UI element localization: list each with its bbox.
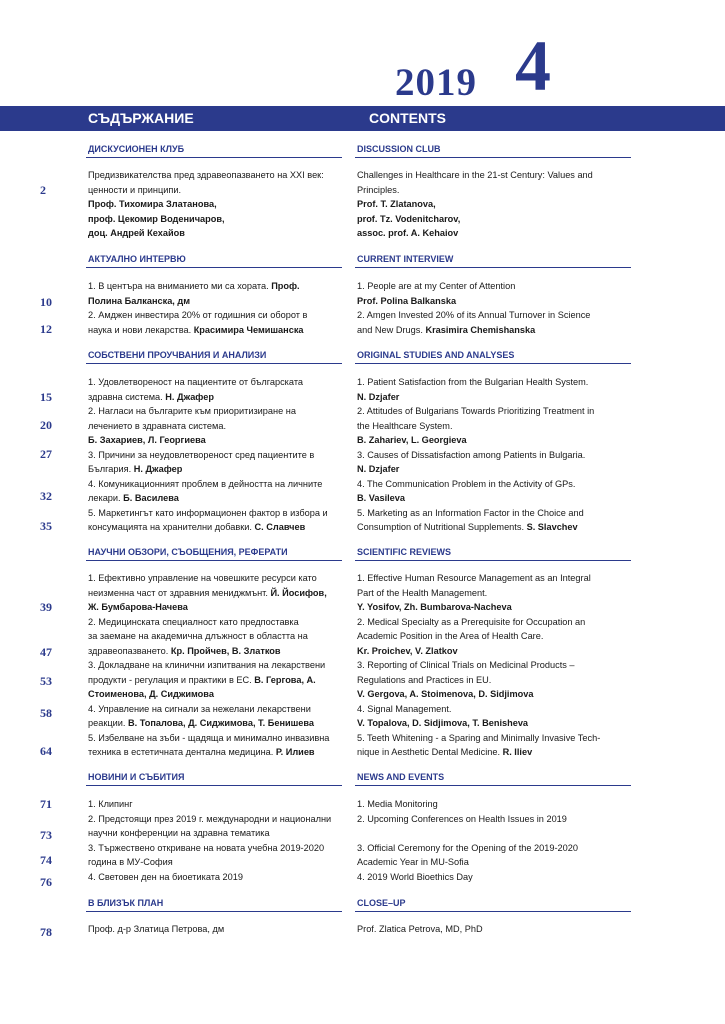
entries-bg	[88, 168, 348, 241]
entries-bg	[88, 571, 348, 760]
toc-line	[357, 812, 637, 827]
section-heading-bg: АКТУАЛНО ИНТЕРВЮ	[88, 254, 186, 264]
page-number: 53	[40, 674, 52, 688]
entry-text: and New Drugs.	[357, 324, 426, 335]
section-rule-en	[355, 157, 631, 158]
toc-line	[357, 212, 637, 227]
author-name: assoc. prof. A. Kehaiov	[357, 228, 459, 238]
issue-year: 2019	[395, 61, 477, 104]
entry-text: 5. Избелване на зъби - щадяща и минимално инвазивна	[88, 732, 330, 743]
entry-text: 2. Амджен инвестира 20% от годишния си оборот в	[88, 310, 308, 320]
toc-line	[357, 841, 637, 856]
toc-line	[357, 615, 637, 630]
toc-line	[357, 586, 637, 601]
entries-bg	[88, 922, 348, 937]
contents-header-bar	[0, 106, 725, 131]
issue-number: 4	[515, 26, 551, 106]
entry-text: 1. Effective Human Resource Management as an Integral	[357, 573, 591, 583]
toc-line	[88, 462, 348, 477]
section-heading-bg: СОБСТВЕНИ ПРОУЧВАНИЯ И АНАЛИЗИ	[88, 350, 267, 360]
author-name: B. Vasileva	[357, 493, 406, 503]
page-number: 74	[40, 853, 52, 867]
section-rule-bg	[86, 267, 342, 268]
toc-line	[88, 212, 348, 227]
entry-text: неизменна част от здравния мениджмънт.	[88, 587, 271, 598]
entry-text: година в МУ-София	[88, 857, 173, 867]
toc-line	[357, 323, 637, 338]
entry-text: техника в естетичната дентална медицина.	[88, 747, 276, 757]
author-name: Krasimira Chemishanska	[425, 324, 536, 335]
section-heading-bg: НАУЧНИ ОБЗОРИ, СЪОБЩЕНИЯ, РЕФЕРАТИ	[88, 547, 288, 557]
toc-line	[357, 375, 637, 390]
entry-text: 1. В центъра на вниманието ми са хората.	[88, 281, 272, 291]
author-name: V. Gergova, A. Stoimenova, D. Sidjimova	[357, 689, 534, 699]
page-number: 76	[40, 875, 52, 889]
section-heading-en: SCIENTIFIC REVIEWS	[357, 547, 452, 557]
entries-en	[357, 922, 637, 937]
toc-line	[357, 520, 637, 535]
author-name: В. Гергова, А.	[254, 674, 316, 685]
toc-line	[357, 855, 637, 870]
toc-line	[88, 168, 348, 183]
page-number: 39	[40, 600, 52, 614]
author-name: S. Slavchev	[526, 522, 578, 532]
toc-line	[88, 197, 348, 212]
toc-line	[357, 183, 637, 198]
page-number: 12	[40, 322, 52, 336]
toc-line	[88, 404, 348, 419]
author-name: Б. Василева	[123, 493, 179, 503]
section-rule-en	[355, 560, 631, 561]
toc-line	[88, 375, 348, 390]
page-number: 58	[40, 706, 52, 720]
toc-line	[357, 419, 637, 434]
toc-line	[88, 279, 348, 294]
toc-line	[357, 629, 637, 644]
entries-en	[357, 571, 637, 760]
toc-line	[88, 294, 348, 309]
page-number: 15	[40, 390, 52, 404]
entry-text: ценности и принципи.	[88, 184, 182, 195]
entry-text: 3. Причини за неудовлетвореност сред пациентите в	[88, 449, 315, 460]
entry-text: консумацията на хранителни добавки.	[88, 522, 255, 532]
entry-text: Academic Position in the Area of Health Care.	[357, 631, 544, 641]
toc-line	[88, 477, 348, 492]
entry-text: 2. Нагласи на българите към приоритизиране на	[88, 406, 296, 416]
section-rule-en	[355, 911, 631, 912]
entry-text: 3. Official Ceremony for the Opening of the 2019-2020	[357, 842, 578, 853]
toc-line	[88, 687, 348, 702]
toc-line	[88, 812, 348, 827]
author-name: Стоименова, Д. Сиджимова	[88, 689, 214, 699]
section-heading-en: NEWS AND EVENTS	[357, 772, 445, 782]
toc-line	[357, 826, 637, 841]
toc-line	[357, 716, 637, 731]
author-name: Й. Йосифов,	[270, 587, 327, 598]
entry-text: Regulations and Practices in EU.	[357, 674, 492, 685]
author-name: N. Dzjafer	[357, 464, 400, 474]
entry-text: 1. Клипинг	[88, 799, 133, 809]
toc-line	[357, 571, 637, 586]
toc-line	[88, 491, 348, 506]
section-rule-bg	[86, 363, 342, 364]
toc-line	[357, 462, 637, 477]
author-name: Prof. T. Zlatanova,	[357, 199, 436, 209]
section-heading-en: DISCUSSION CLUB	[357, 144, 441, 154]
entry-text: здравна система.	[88, 391, 166, 402]
section-rule-bg	[86, 157, 342, 158]
toc-line	[357, 797, 637, 812]
toc-line	[88, 448, 348, 463]
page-number: 64	[40, 744, 52, 758]
toc-line	[357, 745, 637, 760]
toc-line	[357, 404, 637, 419]
section-heading-bg: НОВИНИ И СЪБИТИЯ	[88, 772, 185, 782]
toc-line	[88, 433, 348, 448]
entry-text: Consumption of Nutritional Supplements.	[357, 522, 527, 532]
toc-line	[357, 600, 637, 615]
author-name: Ж. Бумбарова-Начева	[88, 602, 188, 612]
entry-text: 5. Marketing as an Information Factor in the Choice and	[357, 507, 584, 518]
entry-text: Challenges in Healthcare in the 21-st Century: Values and	[357, 170, 593, 180]
section-heading-en: ORIGINAL STUDIES AND ANALYSES	[357, 350, 515, 360]
entry-text: здравеопазването.	[88, 645, 171, 656]
section-rule-bg	[86, 560, 342, 561]
toc-line	[88, 308, 348, 323]
toc-line	[88, 745, 348, 760]
section-heading-en: CURRENT INTERVIEW	[357, 254, 454, 264]
toc-line	[357, 658, 637, 673]
toc-line	[88, 571, 348, 586]
author-name: N. Dzjafer	[357, 391, 400, 402]
entry-text: 2. Attitudes of Bulgarians Towards Prioritizing Treatment in	[357, 406, 595, 416]
toc-line	[88, 826, 348, 841]
entry-text: 1. People are at my Center of Attention	[357, 281, 516, 291]
author-name: доц. Андрей Кехайов	[88, 228, 185, 238]
toc-line	[357, 433, 637, 448]
entry-text: 2. Amgen Invested 20% of its Annual Turnover in Science	[357, 310, 591, 320]
section-heading-bg: ДИСКУСИОНЕН КЛУБ	[88, 144, 185, 154]
entry-text: 1. Media Monitoring	[357, 799, 438, 809]
toc-line	[88, 716, 348, 731]
toc-line	[88, 506, 348, 521]
toc-line	[357, 390, 637, 405]
page-number: 35	[40, 519, 52, 533]
page-number: 10	[40, 295, 52, 309]
author-name: R. Iliev	[502, 747, 533, 757]
page-number: 78	[40, 925, 52, 939]
toc-line	[88, 658, 348, 673]
entry-text: 2. Предстоящи през 2019 г. международни и национални	[88, 813, 332, 824]
entry-text: the Healthcare System.	[357, 420, 453, 431]
entries-en	[357, 797, 637, 884]
entries-bg	[88, 797, 348, 884]
author-name: Проф. Тихомира Златанова,	[88, 199, 217, 209]
author-name: Б. Захариев, Л. Георгиева	[88, 435, 206, 445]
entry-text: наука и нови лекарства.	[88, 324, 194, 335]
author-name: Prof. Polina Balkanska	[357, 295, 457, 306]
section-rule-en	[355, 785, 631, 786]
entry-text: 4. Комуникационният проблем в дейността на личните	[88, 478, 323, 489]
author-name: Н. Джафер	[133, 464, 183, 474]
toc-line	[357, 279, 637, 294]
section-heading-bg: В БЛИЗЪК ПЛАН	[88, 898, 164, 908]
toc-line	[357, 922, 637, 937]
toc-line	[88, 922, 348, 937]
entry-text: научни конференции на здравна тематика	[88, 828, 270, 838]
section-rule-bg	[86, 785, 342, 786]
entry-text: 5. Teeth Whitening - a Sparing and Minimally Invasive Tech-	[357, 732, 601, 743]
toc-line	[357, 506, 637, 521]
entry-text: 3. Causes of Dissatisfaction among Patients in Bulgaria.	[357, 449, 586, 460]
entry-text: Предизвикателства пред здравеопазването на XXI век:	[88, 170, 324, 180]
toc-line	[88, 600, 348, 615]
toc-line	[357, 226, 637, 241]
toc-line	[88, 419, 348, 434]
entry-text: за заемане на академична длъжност в областта на	[88, 631, 308, 641]
entries-en	[357, 375, 637, 535]
toc-line	[88, 870, 348, 885]
entry-text: 4. Signal Management.	[357, 703, 452, 714]
toc-line	[88, 855, 348, 870]
author-name: проф. Цекомир Воденичаров,	[88, 213, 225, 224]
toc-line	[88, 702, 348, 717]
toc-line	[357, 644, 637, 659]
entries-en	[357, 279, 637, 337]
page-number: 73	[40, 828, 52, 842]
entry-text: 3. Докладване на клинични изпитвания на лекарствени	[88, 660, 326, 670]
toc-line	[357, 308, 637, 323]
toc-line	[357, 673, 637, 688]
author-name: prof. Tz. Vodenitcharov,	[357, 213, 461, 224]
entry-text: 2. Медицинската специалност като предпоставка	[88, 616, 299, 627]
toc-line	[357, 870, 637, 885]
toc-line	[357, 168, 637, 183]
author-name: Проф.	[271, 281, 300, 291]
entry-text: nique in Aesthetic Dental Medicine.	[357, 747, 503, 757]
toc-line	[357, 477, 637, 492]
entry-text: реакции.	[88, 718, 128, 728]
entries-en	[357, 168, 637, 241]
section-rule-en	[355, 363, 631, 364]
toc-line	[88, 629, 348, 644]
entry-text: лечението в здравната система.	[88, 420, 227, 431]
entry-text: лекари.	[88, 493, 124, 503]
author-name: В. Топалова, Д. Сиджимова, Т. Бенишева	[127, 718, 315, 728]
toc-line	[357, 491, 637, 506]
entry-text: 3. Тържествено откриване на новата учебна 2019-2020	[88, 842, 325, 853]
toc-line	[88, 226, 348, 241]
entry-text: продукти - регулация и практики в ЕС.	[88, 674, 255, 685]
toc-line	[88, 797, 348, 812]
page-number: 27	[40, 447, 52, 461]
contents-title-en: CONTENTS	[369, 110, 446, 126]
section-rule-en	[355, 267, 631, 268]
toc-line	[88, 183, 348, 198]
author-name: Y. Yosifov, Zh. Bumbarova-Nacheva	[357, 602, 512, 612]
page-number: 47	[40, 645, 52, 659]
toc-line	[88, 390, 348, 405]
entries-bg	[88, 375, 348, 535]
entry-text: Prof. Zlatica Petrova, MD, PhD	[357, 924, 483, 934]
author-name: Красимира Чемишанска	[193, 324, 304, 335]
entry-text: 1. Patient Satisfaction from the Bulgarian Health System.	[357, 377, 589, 387]
entry-text: Part of the Health Management.	[357, 587, 488, 598]
entry-text: България.	[88, 464, 134, 474]
toc-line	[88, 731, 348, 746]
author-name: Полина Балканска, дм	[88, 295, 191, 306]
page-number: 2	[40, 183, 46, 197]
toc-line	[88, 644, 348, 659]
entry-text: 1. Удовлетвореност на пациентите от българската	[88, 377, 304, 387]
entries-bg	[88, 279, 348, 337]
toc-line	[88, 586, 348, 601]
toc-line	[357, 702, 637, 717]
entry-text: Проф. д-р Златица Петрова, дм	[88, 924, 225, 934]
page-number: 20	[40, 418, 52, 432]
toc-line	[88, 615, 348, 630]
entry-text: 2. Upcoming Conferences on Health Issues in 2019	[357, 813, 567, 824]
entry-text: 4. The Communication Problem in the Activity of GPs.	[357, 478, 576, 489]
toc-line	[357, 731, 637, 746]
toc-line	[88, 673, 348, 688]
author-name: B. Zahariev, L. Georgieva	[357, 435, 467, 445]
section-heading-en: CLOSE–UP	[357, 898, 406, 908]
entry-text: 4. 2019 World Bioethics Day	[357, 871, 473, 882]
entry-text: 4. Управление на сигнали за нежелани лекарствени	[88, 703, 311, 714]
toc-line	[88, 520, 348, 535]
author-name: Н. Джафер	[165, 391, 214, 402]
toc-line	[357, 687, 637, 702]
entry-text: 2. Medical Specialty as a Prerequisite for Occupation an	[357, 616, 586, 627]
entry-text: 4. Световен ден на биоетиката 2019	[88, 871, 243, 882]
toc-line	[357, 197, 637, 212]
entry-text: 5. Маркетингът като информационен фактор в избора и	[88, 507, 328, 518]
author-name: Р. Илиев	[275, 747, 315, 757]
author-name: Kr. Proichev, V. Zlatkov	[357, 645, 458, 656]
entry-text: Principles.	[357, 184, 400, 195]
entry-text: Academic Year in MU-Sofia	[357, 857, 469, 867]
section-rule-bg	[86, 911, 342, 912]
toc-line	[88, 323, 348, 338]
entry-text: 3. Reporting of Clinical Trials on Medicinal Products –	[357, 660, 575, 670]
page-number: 32	[40, 489, 52, 503]
author-name: V. Topalova, D. Sidjimova, T. Benisheva	[357, 718, 529, 728]
toc-line	[357, 448, 637, 463]
contents-title-bg: СЪДЪРЖАНИЕ	[88, 110, 194, 126]
author-name: С. Славчев	[254, 522, 306, 532]
toc-line	[357, 294, 637, 309]
author-name: Кр. Пройчев, В. Златков	[170, 645, 281, 656]
toc-line	[88, 841, 348, 856]
page-number: 71	[40, 797, 52, 811]
entry-text: 1. Ефективно управление на човешките ресурси като	[88, 573, 317, 583]
